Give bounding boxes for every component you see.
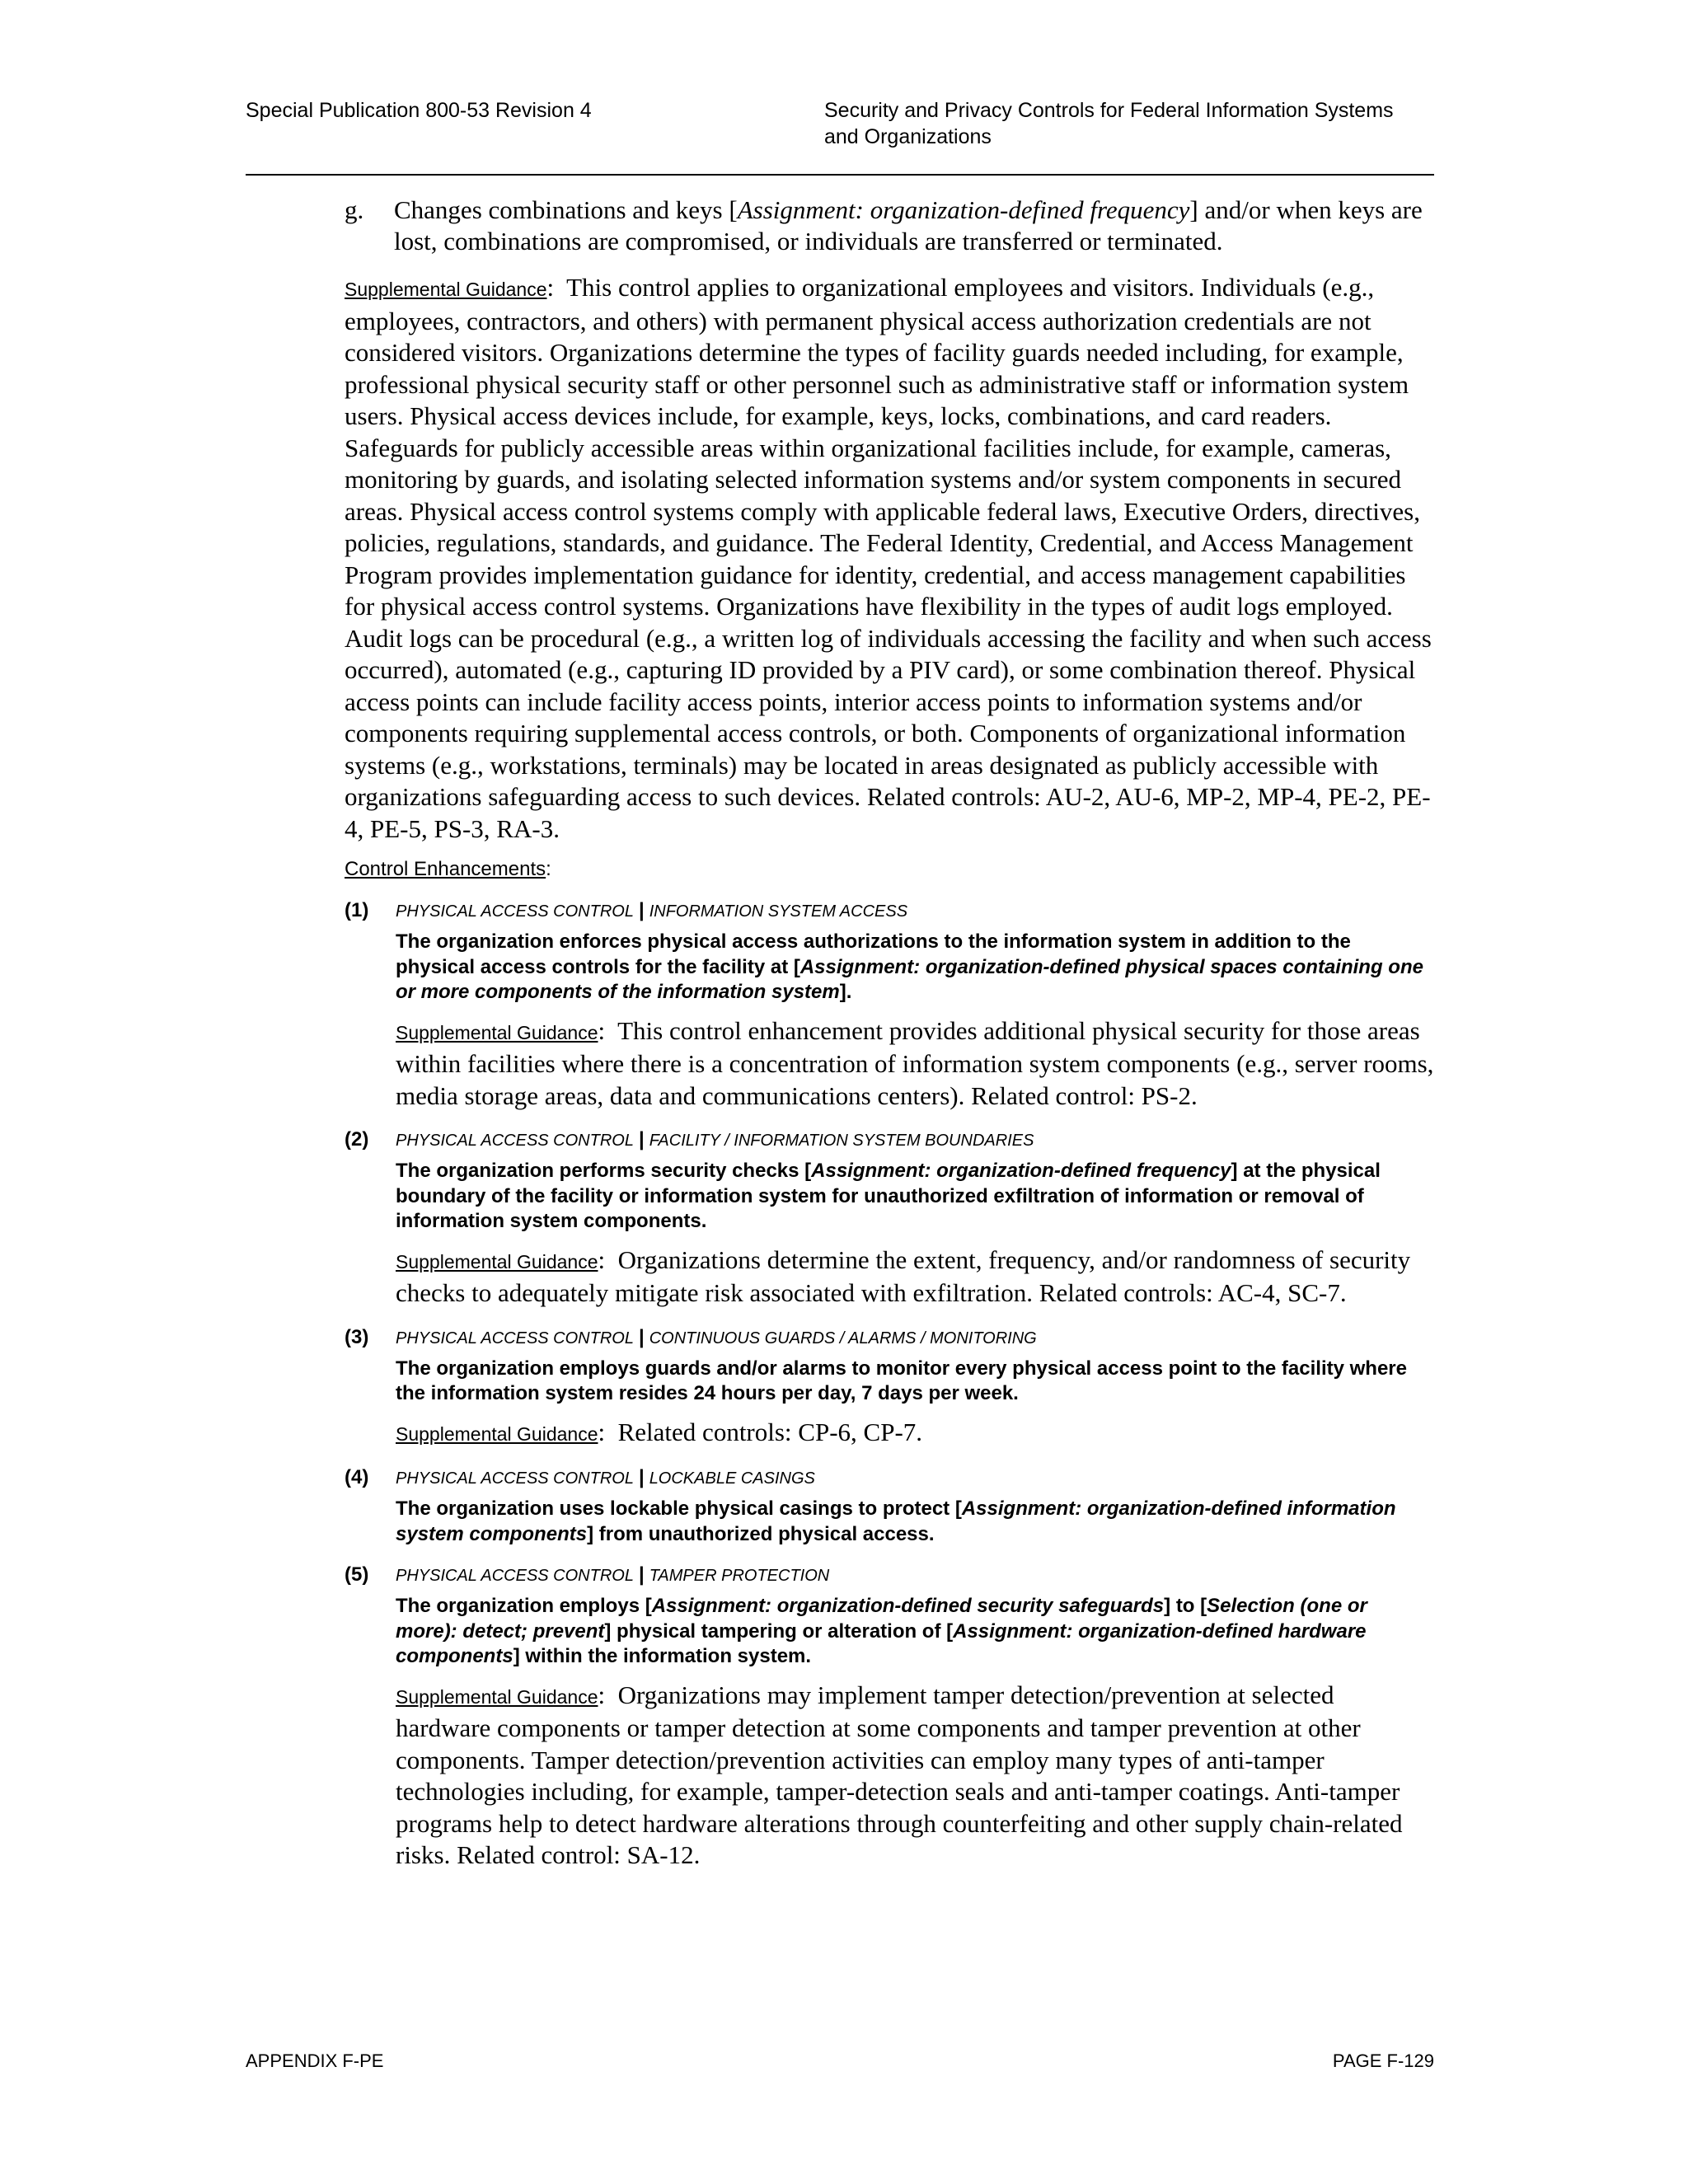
supplemental-guidance-label: Supplemental Guidance (396, 1021, 598, 1043)
enhancement-title-main: PHYSICAL ACCESS CONTROL (396, 1329, 634, 1347)
header-title-line1: Security and Privacy Controls for Federal Information Systems (824, 99, 1394, 122)
supplemental-guidance-text: This control applies to organizational employees and visitors. Individuals (e.g., employees, contractors, and others) with permanent physical access authorization credentials are not considered visitors. Organizations determine the types of facility guards needed including, for example, professional physical security staff or other personnel such as administrative staff or information system users. Physical access devices include, for example, keys, locks, combinations, and card readers. Safeguards for publicly accessible areas within organizational facilities include, for example, cameras, monitoring by guards, and isolating selected information systems and/or system components in secured areas. Physical access control systems comply with applicable federal laws, Executive Orders, directives, policies, regulations, standards, and guidance. The Federal Identity, Credential, and Access Management Program provides implementation guidance for identity, credential, and access management capabilities for physical access control systems. Organizations have flexibility in the types of audit logs employed. Audit logs can be procedural (e.g., a written log of individuals accessing the facility and when such access occurred), automated (e.g., capturing ID provided by a PIV card), or some combination thereof. Physical access points can include facility access points, interior access points to information systems and/or components requiring supplemental access controls, or both. Components of organizational information systems (e.g., workstations, terminals) may be located in areas designated as publicly accessible with organizations safeguarding access to such devices. Related controls: AU-2, AU-6, MP-2, MP-4, PE-2, PE-4, PE-5, PS-3, RA-3. (345, 273, 1432, 843)
enhancement-body-text: ] at the physical boundary of the facility or information system for unauthorized exfiltration of information or removal of information system components. (396, 1160, 1381, 1232)
enhancement-body (396, 1594, 1434, 1670)
enhancement-title-main: PHYSICAL ACCESS CONTROL (396, 1132, 634, 1150)
enhancement-body-text: ]. (839, 981, 852, 1003)
supplemental-guidance-text: Related controls: CP-6, CP-7. (617, 1417, 923, 1446)
enhancement-assignment: Assignment: organization-defined frequency (811, 1160, 1231, 1182)
supplemental-guidance-text: Organizations may implement tamper detection/prevention at selected hardware components or tamper detection at some components and tamper prevention at other components. Tamper detection/prevention activities can employ many types of anti-tamper technologies including, for example, tamper-detection seals and anti-tamper coatings. Anti-tamper programs help to detect hardware alterations through counterfeiting and other supply chain-related risks. Related control: SA-12. (396, 1680, 1403, 1869)
enhancement-assignment: Assignment: organization-defined physical spaces containing one or more components of the information system (396, 955, 1423, 1003)
enhancement-title: PHYSICAL ACCESS CONTROL | TAMPER PROTECTION (396, 1563, 830, 1586)
item-g-assignment: Assignment: organization-defined frequency (737, 195, 1190, 224)
enhancement-title-sub: CONTINUOUS GUARDS / ALARMS / MONITORING (649, 1329, 1037, 1347)
enhancement-4 (345, 1465, 1434, 1547)
enhancement-number: (4) (345, 1466, 369, 1488)
list-item-g (345, 194, 1434, 257)
header-title (824, 97, 1451, 150)
enhancement-body-text: ] to [ (1164, 1595, 1207, 1617)
enhancement-selection: Selection (one or more): detect; prevent (396, 1595, 1367, 1643)
enhancement-assignment: Assignment: organization-defined information system components (396, 1497, 1396, 1545)
list-marker: g. (345, 195, 364, 224)
item-g-text-before: Changes combinations and keys [ (394, 195, 738, 224)
enhancement-supplemental-guidance: Supplemental Guidance: Organizations may implement tamper detection/prevention at selected hardware components or tamper detection at some components and tamper prevention at other components. Tamper detection/prevention activities can employ many types of anti-tamper technologies including, for example, tamper-detection seals and anti-tamper coatings. Anti-tamper programs help to detect hardware alterations through counterfeiting and other supply chain-related risks. Related control: SA-12. (396, 1680, 1403, 1869)
enhancement-body (396, 1159, 1434, 1235)
enhancement-body-text: The organization uses lockable physical casings to protect [ (396, 1497, 962, 1520)
control-enhancements-label: Control Enhancements (345, 858, 546, 880)
enhancement-body-text: ] physical tampering or alteration of [ (604, 1619, 954, 1643)
enhancement-body (396, 930, 1434, 1005)
enhancement-assignment: Assignment: organization-defined security safeguards (651, 1595, 1165, 1617)
enhancement-title: PHYSICAL ACCESS CONTROL | LOCKABLE CASINGS (396, 1466, 815, 1488)
enhancement-number: (5) (345, 1563, 369, 1586)
enhancement-title-main: PHYSICAL ACCESS CONTROL (396, 1469, 634, 1488)
control-enhancements-heading: Control Enhancements: (345, 858, 551, 880)
supplemental-guidance-label: Supplemental Guidance (345, 279, 547, 300)
header-divider (246, 174, 1434, 176)
header-title-line2: and Organizations (824, 125, 992, 148)
supplemental-guidance-label: Supplemental Guidance (396, 1250, 598, 1272)
enhancement-body-text: ] within the information system. (513, 1645, 812, 1667)
enhancement-assignment: Assignment: organization-defined hardware components (396, 1619, 1367, 1667)
enhancement-title: PHYSICAL ACCESS CONTROL | CONTINUOUS GUARDS / ALARMS / MONITORING (396, 1325, 1037, 1348)
enhancement-title-sub: INFORMATION SYSTEM ACCESS (649, 902, 908, 921)
enhancement-supplemental-guidance: Supplemental Guidance: Organizations determine the extent, frequency, and/or randomness of security checks to adequately mitigate risk associated with exfiltration. Related controls: AC-4, SC-7. (396, 1244, 1411, 1307)
supplemental-guidance-label: Supplemental Guidance (396, 1422, 598, 1445)
footer-page-number: PAGE F-129 (1332, 2050, 1434, 2071)
enhancement-title-main: PHYSICAL ACCESS CONTROL (396, 902, 634, 921)
supplemental-guidance-text: Organizations determine the extent, frequency, and/or randomness of security checks to adequately mitigate risk associated with exfiltration. Related controls: AC-4, SC-7. (396, 1244, 1411, 1307)
supplemental-guidance-label: Supplemental Guidance (396, 1685, 598, 1708)
item-g-text-after: ] and/or when keys are lost, combinations are compromised, or individuals are transferred or terminated. (394, 195, 1423, 255)
enhancement-title-sub: TAMPER PROTECTION (649, 1567, 830, 1585)
footer-appendix: APPENDIX F-PE (246, 2050, 384, 2071)
enhancement-number: (2) (345, 1128, 369, 1151)
enhancement-3 (345, 1324, 1434, 1451)
enhancement-title-sub: FACILITY / INFORMATION SYSTEM BOUNDARIES (649, 1132, 1034, 1150)
enhancement-5 (345, 1562, 1434, 1872)
enhancement-number: (3) (345, 1325, 369, 1348)
enhancement-title: PHYSICAL ACCESS CONTROL | FACILITY / INFORMATION SYSTEM BOUNDARIES (396, 1128, 1034, 1151)
supplemental-guidance: Supplemental Guidance: This control applies to organizational employees and visitors. Individuals (e.g., employees, contractors, and others) with permanent physical access authorization credentials are not considered visitors. Organizations determine the types of facility guards needed including, for example, professional physical security staff or other personnel such as administrative staff or information system users. Physical access devices include, for example, keys, locks, combinations, and card readers. Safeguards for publicly accessible areas within organizational facilities include, for example, cameras, monitoring by guards, and isolating selected information systems and/or system components in secured areas. Physical access control systems comply with applicable federal laws, Executive Orders, directives, policies, regulations, standards, and guidance. The Federal Identity, Credential, and Access Management Program provides implementation guidance for identity, credential, and access management capabilities for physical access control systems. Organizations have flexibility in the types of audit logs employed. Audit logs can be procedural (e.g., a written log of individuals accessing the facility and when such access occurred), automated (e.g., capturing ID provided by a PIV card), or some combination thereof. Physical access points can include facility access points, interior access points to information systems and/or components requiring supplemental access controls, or both. Components of organizational information systems (e.g., workstations, terminals) may be located in areas designated as publicly accessible with organizations safeguarding access to such devices. Related controls: AU-2, AU-6, MP-2, MP-4, PE-2, PE-4, PE-5, PS-3, RA-3. (345, 273, 1432, 843)
enhancement-title-sub: LOCKABLE CASINGS (649, 1469, 815, 1488)
enhancement-supplemental-guidance: Supplemental Guidance: This control enhancement provides additional physical security for those areas within facilities where there is a concentration of information system components (e.g., server rooms, media storage areas, data and communications centers). Related control: PS-2. (396, 1015, 1434, 1110)
enhancement-2 (345, 1127, 1434, 1310)
main-content (345, 194, 1434, 1872)
enhancement-1 (345, 898, 1434, 1112)
enhancement-body (396, 1497, 1434, 1547)
supplemental-guidance-text: This control enhancement provides additional physical security for those areas within facilities where there is a concentration of information system components (e.g., server rooms, media storage areas, data and communications centers). Related control: PS-2. (396, 1015, 1434, 1110)
enhancement-title-main: PHYSICAL ACCESS CONTROL (396, 1567, 634, 1585)
header-publication: Special Publication 800-53 Revision 4 (246, 99, 592, 122)
enhancement-body-text: The organization employs [ (396, 1595, 652, 1617)
enhancement-number: (1) (345, 899, 369, 921)
enhancement-title: PHYSICAL ACCESS CONTROL | INFORMATION SYSTEM ACCESS (396, 899, 908, 921)
enhancement-body-text: The organization performs security checks [ (396, 1160, 812, 1182)
enhancement-body-text: The organization enforces physical access authorizations to the information system in addition to the physical access controls for the facility at [ (396, 930, 1351, 978)
enhancement-body: The organization employs guards and/or alarms to monitor every physical access point to the facility where the information system resides 24 hours per day, 7 days per week. (396, 1357, 1407, 1404)
enhancement-supplemental-guidance: Supplemental Guidance: Related controls: CP-6, CP-7. (396, 1417, 923, 1446)
enhancement-body-text: ] from unauthorized physical access. (587, 1522, 935, 1545)
